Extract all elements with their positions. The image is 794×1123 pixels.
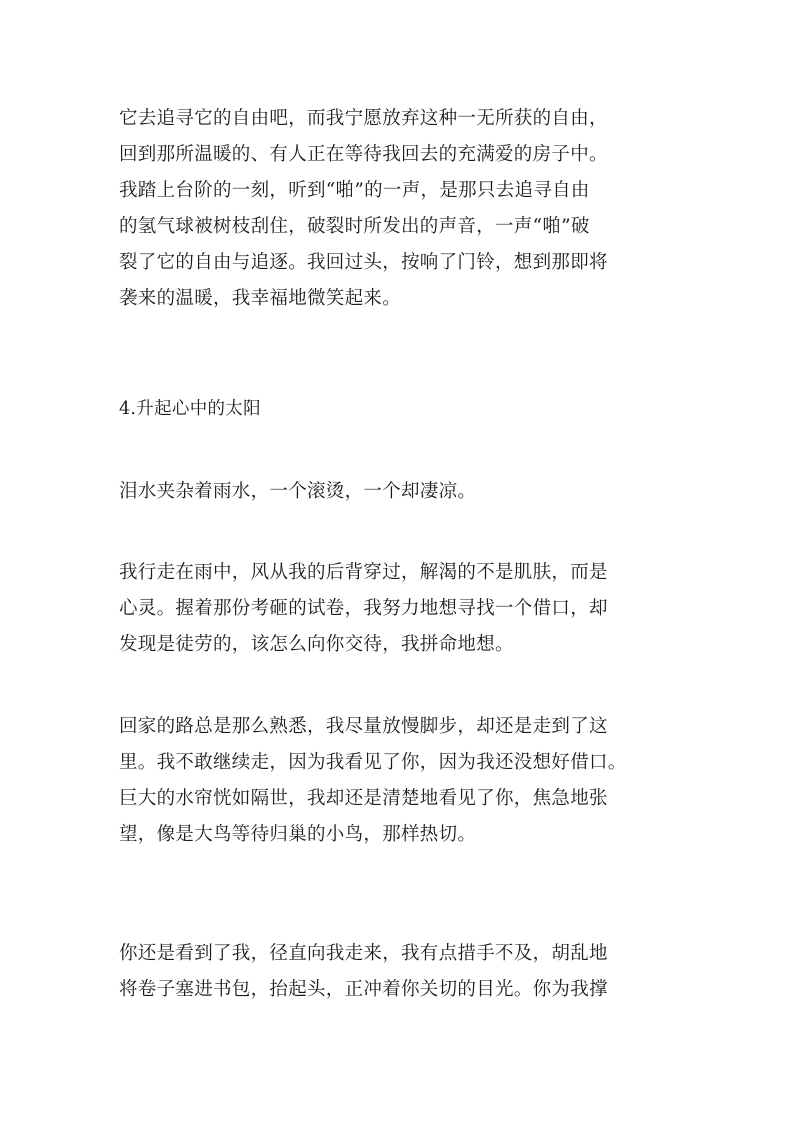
text-line: 望，像是大鸟等待归巢的小鸟，那样热切。 (119, 824, 477, 845)
text-line: 的氢气球被树枝刮住，破裂时所发出的声音，一声“啪”破 (119, 216, 590, 237)
text-line: 心灵。握着那份考砸的试卷，我努力地想寻找一个借口，却 (119, 598, 608, 619)
text-line: 我踏上台阶的一刻，听到“啪”的一声，是那只去追寻自由 (119, 180, 590, 201)
text-line: 它去追寻它的自由吧，而我宁愿放弃这种一无所获的自由， (119, 108, 608, 129)
text-line: 裂了它的自由与追逐。我回过头，按响了门铃，想到那即将 (119, 252, 608, 273)
text-line: 将卷子塞进书包，抬起头，正冲着你关切的目光。你为我撑 (119, 979, 608, 1000)
paragraph-you-saw-me (119, 936, 679, 1008)
text-line: 袭来的温暖，我幸福地微笑起来。 (119, 288, 402, 309)
text-line: 发现是徒劳的，该怎么向你交待，我拼命地想。 (119, 634, 514, 655)
paragraph-balloon-ending (119, 101, 679, 317)
heading-text: 4.升起心中的太阳 (119, 399, 261, 419)
text-line: 我行走在雨中，风从我的后背穿过，解渴的不是肌肤，而是 (119, 562, 608, 583)
section-heading (119, 391, 679, 427)
text-line: 回家的路总是那么熟悉，我尽量放慢脚步，却还是走到了这 (119, 716, 608, 737)
text-line: 泪水夹杂着雨水，一个滚烫，一个却凄凉。 (119, 481, 477, 502)
paragraph-road-home (119, 709, 679, 853)
text-line: 回到那所温暖的、有人正在等待我回去的充满爱的房子中。 (119, 144, 608, 165)
paragraph-walking-in-rain (119, 555, 679, 663)
text-line: 巨大的水帘恍如隔世，我却还是清楚地看见了你，焦急地张 (119, 788, 608, 809)
text-line: 你还是看到了我，径直向我走来，我有点措手不及，胡乱地 (119, 943, 608, 964)
text-line: 里。我不敢继续走，因为我看见了你，因为我还没想好借口。 (119, 752, 627, 773)
paragraph-tears-rain (119, 474, 679, 510)
